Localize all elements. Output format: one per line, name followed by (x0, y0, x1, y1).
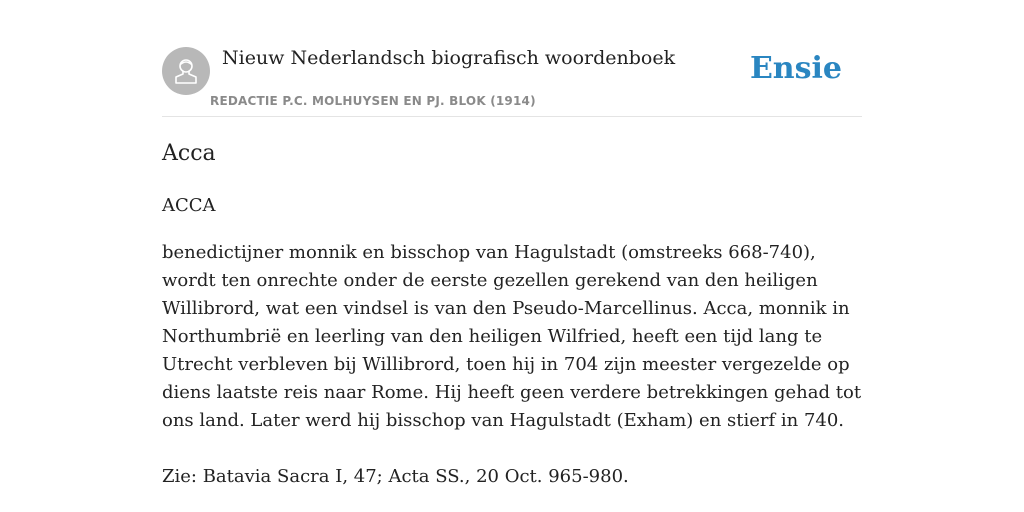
book-title[interactable]: Nieuw Nederlandsch biografisch woordenboek (222, 47, 676, 69)
article-page (162, 0, 862, 487)
person-outline-icon (172, 56, 200, 86)
editors-subtitle: REDACTIE P.C. MOLHUYSEN EN PJ. BLOK (1914) (210, 94, 536, 108)
user-avatar-icon[interactable] (162, 47, 210, 95)
entry-references: Zie: Batavia Sacra I, 47; Acta SS., 20 Oct. 965-980. (162, 466, 629, 487)
entry-title: Acca (162, 141, 216, 166)
ensie-logo[interactable]: Ensie (749, 51, 842, 86)
entry-headword: ACCA (162, 195, 216, 216)
entry-body: benedictijner monnik en bisschop van Hagulstadt (omstreeks 668-740), wordt ten onrechte onder de eerste gezellen gerekend van den heiligen Willibrord, wat een vindsel is van den Pseudo-Marcellinus. Acca, monnik in Northumbrië en leerling van den heiligen Wilfried, heeft een tijd lang te Utrecht verbleven bij Willibrord, toen hij in 704 zijn meester vergezelde op diens laatste reis naar Rome. Hij heeft geen verdere betrekkingen gehad tot ons land. Later werd hij bisschop van Hagulstadt (Exham) en stierf in 740. (162, 242, 862, 431)
source-header (162, 0, 862, 117)
